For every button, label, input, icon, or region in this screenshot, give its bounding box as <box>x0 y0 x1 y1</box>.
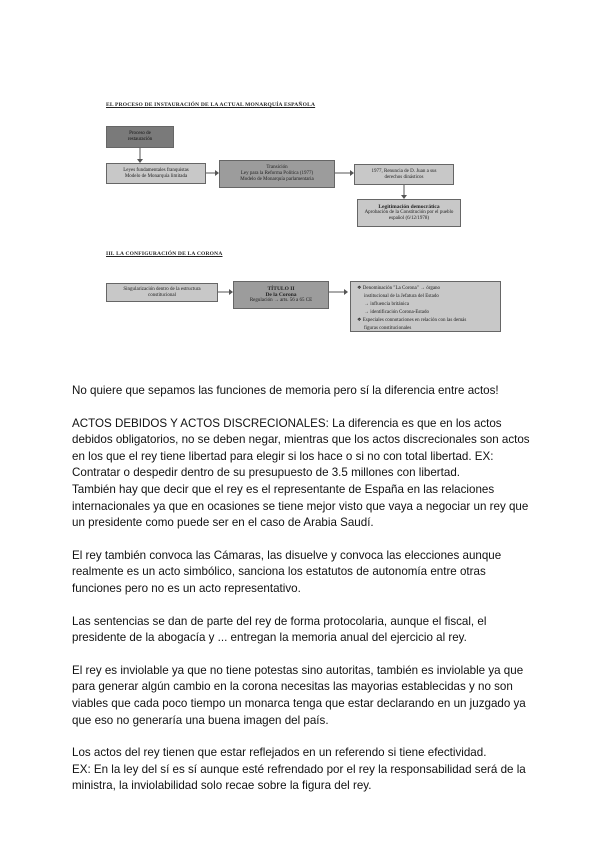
box-line: español (6/12/1978) <box>388 216 430 221</box>
paragraph-sentencias: Las sentencias se dan de parte del rey de forma protocolaria, aunque el fiscal, el presidente de la abogacía y ... entregan la memoria anual del ejercicio al rey. <box>72 614 487 645</box>
box-title: TÍTULO II <box>267 286 295 292</box>
box-line: Aprobación de la Constitución por el pueblo <box>364 210 454 215</box>
box-line: Singularización dentro de la estructura <box>123 286 201 292</box>
bullet-item: → influencia británica <box>364 302 409 307</box>
box-line: Transición <box>266 165 288 170</box>
bullet-item: ❖ Denominación "La Corona" → órgano <box>357 286 441 291</box>
paragraph-memoria: No quiere que sepamos las funciones de memoria pero sí la diferencia entre actos! <box>72 384 499 397</box>
box-renuncia <box>354 164 454 185</box>
box-line: derechos dinásticos <box>384 174 424 180</box>
arrow-right-icon <box>329 288 349 296</box>
bullet-item: ❖ Especiales connotaciones en relación con las demás <box>357 318 467 323</box>
paragraph-referendo: Los actos del rey tienen que estar reflejados en un referendo si tiene efectividad. <box>72 746 487 760</box>
paragraph-relaciones-internacionales: También hay que decir que el rey es el representante de España en las relaciones internacionales ya que en ocasiones se tiene mejor visto que vaya a negociar un rey que un presidente como puede ser en el caso de Arabia Saudí. <box>72 482 529 530</box>
box-title: Legitimación democrática <box>378 204 440 210</box>
arrow-down-icon <box>136 148 144 164</box>
arrow-right-icon <box>335 169 355 177</box>
box-line: Regulación → arts. 56 a 65 CE <box>249 298 313 303</box>
box-leyes-fundamentales <box>106 163 206 184</box>
diagram2-heading: III. LA CONFIGURACIÓN DE LA CORONA <box>106 251 223 257</box>
diagram1-heading: EL PROCESO DE INSTAURACIÓN DE LA ACTUAL MONARQUÍA ESPAÑOLA <box>106 102 316 108</box>
bullet-item: → identificación Corona-Estado <box>364 310 429 315</box>
box-line: constitucional <box>147 292 177 298</box>
box-transicion <box>219 160 335 188</box>
box-line: Proceso de <box>129 131 151 136</box>
box-legitimacion <box>357 199 461 227</box>
box-line: 1977, Renuncia de D. Juan a sus <box>371 168 437 174</box>
arrow-right-icon <box>218 288 234 296</box>
box-line: Ley para la Reforma Política (1977) <box>240 171 314 176</box>
bullet-item: figuras constitucionales <box>364 326 412 331</box>
paragraph-camaras: El rey también convoca las Cámaras, las disuelve y convoca las elecciones aunque realmente es un acto simbólico, sanciona los estatutos de autonomía entre otras funciones pero no es un acto representativo. <box>72 548 502 595</box>
arrow-right-icon <box>206 169 220 177</box>
document-body <box>72 383 532 795</box>
box-line: Leyes fundamentales franquistas <box>123 167 189 173</box>
paragraph-inviolable: El rey es inviolable ya que no tiene potestas sino autoritas, también es inviolable ya que para generar algún cambio en la corona necesitas las mayorias establecidas y no son viables que cada poco tiempo un monarca tenga que estar declarando en un juzgado ya que eso no generaría una buena imagen del país. <box>72 663 526 727</box>
box-line: Modelo de Monarquía limitada <box>124 173 188 179</box>
box-singularizacion <box>106 283 218 302</box>
paragraph-actos-debidos: ACTOS DEBIDOS Y ACTOS DISCRECIONALES: La diferencia es que en los actos debidos obligatorios, no se deben negar, mientras que los actos discrecionales son actos en los que el rey tiene libertad para elegir si los hace o si no con total libertad. EX: Contratar o despedir dentro de su presupuesto de 3.5 millones con libertad. <box>72 416 530 480</box>
box-denominacion <box>350 281 501 332</box>
box-line: Modelo de Monarquía parlamentaria <box>240 177 314 182</box>
box-line: restauración <box>127 137 153 142</box>
box-subtitle: De la Corona <box>265 292 297 298</box>
bullet-item: institucional de la Jefatura del Estado <box>364 294 439 299</box>
box-proceso-restauracion <box>106 126 174 148</box>
box-titulo-ii <box>233 281 329 309</box>
paragraph-ley-si-es-si: EX: En la ley del sí es sí aunque esté refrendado por el rey la responsabilidad será de la ministra, la inviolabilidad solo recae sobre la figura del rey. <box>72 762 526 793</box>
